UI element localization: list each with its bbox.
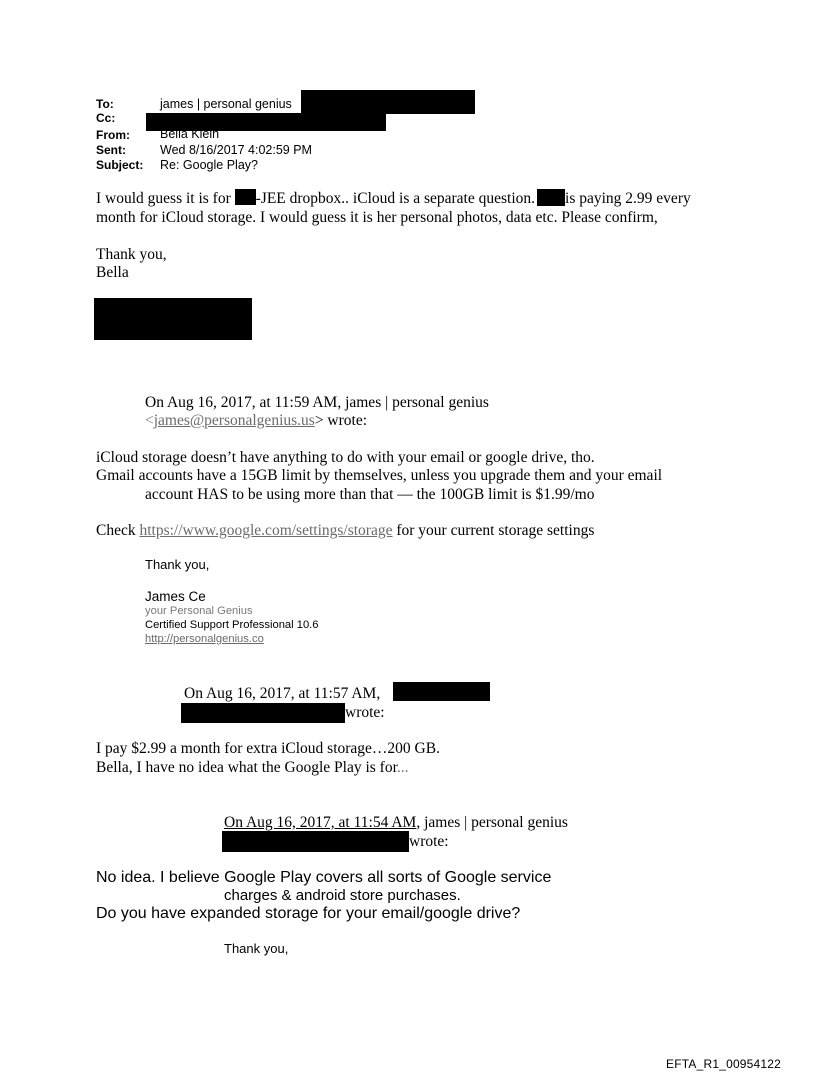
angle-open: < xyxy=(145,412,154,429)
quote1-paragraph: account HAS to be using more than that — the 100GB limit is $1.99/mo xyxy=(145,486,595,503)
redaction-block xyxy=(301,90,475,114)
signature-cert xyxy=(145,618,319,632)
message1-name: Bella xyxy=(96,264,129,281)
message1-text: -JEE dropbox.. iCloud is a separate question. xyxy=(255,190,536,207)
personalgenius-link[interactable]: http://personalgenius.co xyxy=(145,633,264,645)
wrote-text: > wrote: xyxy=(314,412,368,429)
check-text: Check xyxy=(96,522,140,539)
quote1-attribution: On Aug 16, 2017, at 11:59 AM, james | personal genius xyxy=(145,394,489,411)
cc-label: Cc: xyxy=(96,111,116,125)
message1-line1 xyxy=(96,189,691,208)
redaction-block xyxy=(94,298,252,340)
quote3-sender: , james | personal genius xyxy=(416,814,568,831)
redaction-block xyxy=(235,189,256,205)
quote3-attribution xyxy=(224,813,568,832)
quote1-paragraph: Gmail accounts have a 15GB limit by themselves, unless you upgrade them and your email xyxy=(96,467,663,484)
to-label: To: xyxy=(96,97,114,111)
quote2-text: Bella, I have no idea what the Google Play is for xyxy=(96,759,397,776)
message1-text: I would guess it is for xyxy=(96,190,235,207)
quote1-attribution-email-line xyxy=(145,411,367,430)
sent-label: Sent: xyxy=(96,143,126,157)
redaction-block xyxy=(537,189,565,206)
quote1-paragraph: iCloud storage doesn’t have anything to do with your email or google drive, tho. xyxy=(96,449,595,466)
redaction-block xyxy=(222,831,409,852)
ellipsis: ... xyxy=(396,759,409,776)
quote3-paragraph: No idea. I believe Google Play covers all sorts of Google service xyxy=(96,869,552,886)
quote3-thanks: Thank you, xyxy=(224,941,289,956)
message1-thanks: Thank you, xyxy=(96,246,167,263)
subject-label: Subject: xyxy=(96,158,144,172)
redaction-block xyxy=(181,703,345,723)
james-email-link[interactable]: james@personalgenius.us xyxy=(153,412,315,429)
quote1-thanks: Thank you, xyxy=(145,557,210,572)
message1-text: is paying 2.99 every xyxy=(565,190,691,207)
quote3-paragraph: charges & android store purchases. xyxy=(224,887,461,904)
google-storage-link[interactable]: https://www.google.com/settings/storage xyxy=(139,522,393,539)
signature-title: your Personal Genius xyxy=(145,605,253,617)
sent-value: Wed 8/16/2017 4:02:59 PM xyxy=(160,143,312,157)
from-value: Bella Klein xyxy=(160,127,220,138)
from-label: From: xyxy=(96,128,130,142)
check-text: for your current storage settings xyxy=(392,522,595,539)
to-value: james | personal genius xyxy=(160,97,292,111)
signature-name: James Ce xyxy=(145,589,206,604)
signature-cert-text: Certified Support Professional 10.6 xyxy=(145,619,319,631)
quote3-date: On Aug 16, 2017, at 11:54 AM xyxy=(224,814,417,831)
quote3-paragraph: Do you have expanded storage for your email/google drive? xyxy=(96,905,521,922)
quote2-attribution: On Aug 16, 2017, at 11:57 AM, xyxy=(184,685,381,702)
document-id: EFTA_R1_00954122 xyxy=(666,1057,782,1071)
quote2-wrote: wrote: xyxy=(345,704,385,721)
quote2-paragraph xyxy=(96,758,409,777)
quote2-paragraph: I pay $2.99 a month for extra iCloud storage…200 GB. xyxy=(96,740,440,757)
message1-line2: month for iCloud storage. I would guess it is her personal photos, data etc. Please confirm, xyxy=(96,209,658,226)
quote3-wrote: wrote: xyxy=(409,833,449,850)
subject-value: Re: Google Play? xyxy=(160,158,258,172)
redaction-block xyxy=(393,682,490,701)
quote1-check-line xyxy=(96,521,594,540)
signature-link-line xyxy=(145,632,264,646)
